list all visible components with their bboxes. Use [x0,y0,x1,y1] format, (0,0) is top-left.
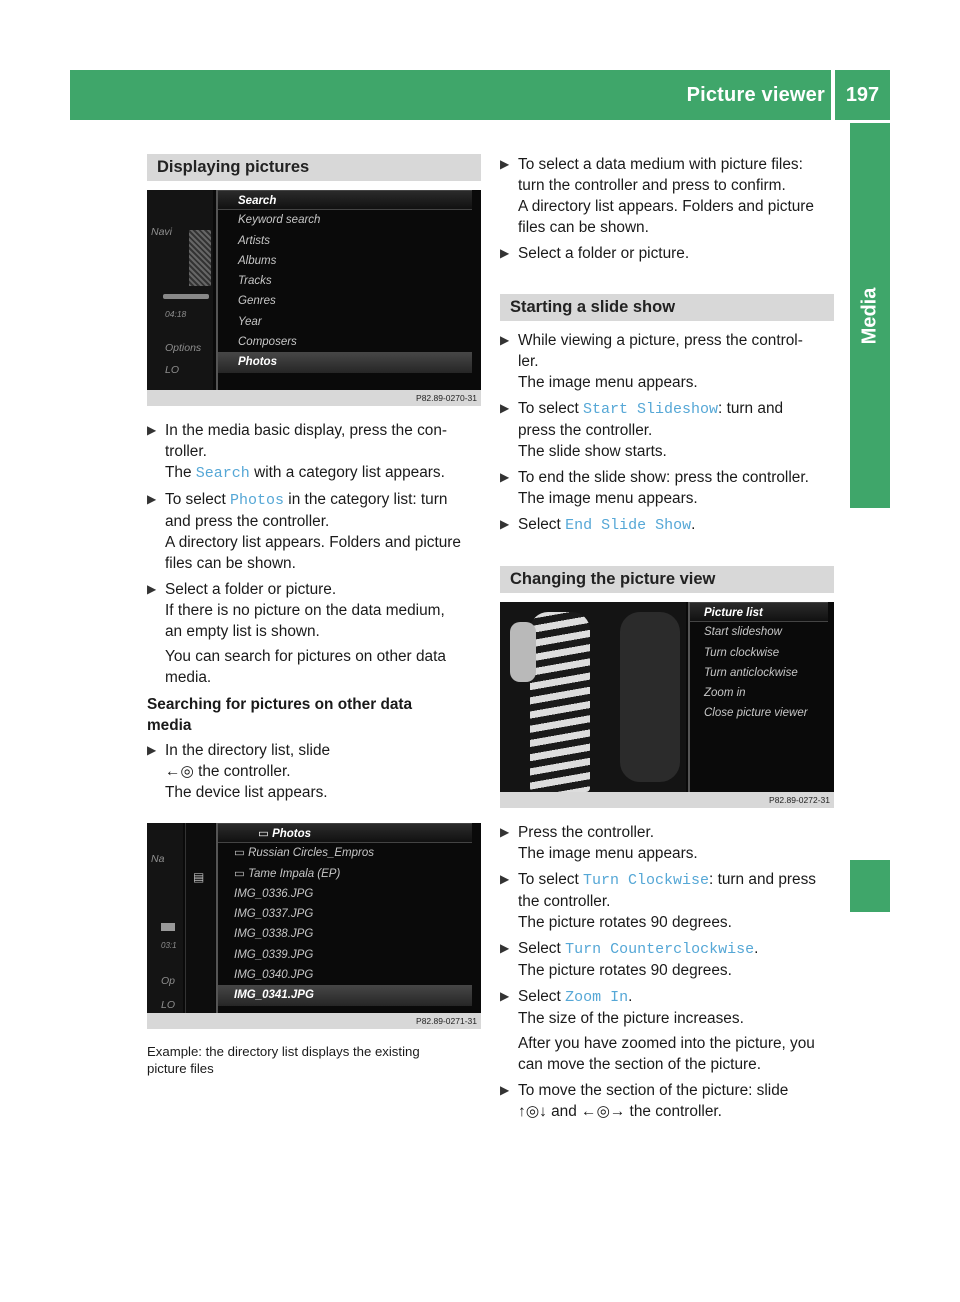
arrow-right-icon: ▶ [500,989,510,1003]
step: ▶ While viewing a picture, press the control- ler. The image menu appears. [500,332,803,391]
page-title: Picture viewer [686,84,825,106]
display-text-end-slide-show: End Slide Show [565,517,692,534]
menu-item-zoom-in[interactable]: Zoom in [704,687,746,700]
step: ▶ Select End Slide Show. [500,516,696,534]
display-text-start-slideshow: Start Slideshow [583,401,719,418]
arrow-right-icon: ▶ [500,941,510,955]
menu-item-folder[interactable]: ▭ Tame Impala (EP) [234,867,341,880]
menu-item-folder[interactable]: ▭ Russian Circles_Empros [234,847,374,860]
menu-item-year[interactable]: Year [238,315,262,328]
subheading-searching-other-media: Searching for pictures on other data media [147,696,413,734]
controller-knob-icon: ←◎ the controller. [165,763,291,780]
step: ▶ To end the slide show: press the controller. The image menu appears. [500,469,809,507]
screen-label-lo: LO [165,364,180,376]
progress-bar [161,923,175,931]
arrow-right-icon: ▶ [500,401,510,415]
section-heading-slide-show: Starting a slide show [500,294,834,321]
menu-item-picture[interactable]: IMG_0336.JPG [234,887,314,900]
menu-item-tracks[interactable]: Tracks [238,275,272,288]
step: ▶ In the media basic display, press the con- troller. The Search with a category list appears. [147,422,448,482]
striped-shirt-shape [530,612,590,792]
screen-code: P82.89-0271-31 [416,1016,477,1026]
device-icon: ▤ [193,870,205,884]
screen-label-options: Op [161,975,176,987]
menu-item-turn-anticlockwise[interactable]: Turn anticlockwise [704,666,798,679]
screen-left-panel [147,190,213,390]
image-menu [688,602,828,792]
menu-item-albums[interactable]: Albums [238,254,277,267]
step: ▶ To select Turn Clockwise: turn and press the controller. The picture rotates 90 degrees. [500,871,816,931]
display-text-zoom-in: Zoom In [565,989,629,1006]
screen-label-lo: LO [161,999,176,1011]
screen-label-navi: Na [151,853,165,865]
folder-icon: ▭ [234,847,249,860]
screen-label-time: 04:18 [165,309,187,319]
screenshot-directory-list [147,823,481,1029]
display-text-photos: Photos [230,492,285,509]
arm-shape [510,622,536,682]
menu-item-close-picture-viewer[interactable]: Close picture viewer [704,707,808,720]
menu-item-start-slideshow[interactable]: Start slideshow [704,626,782,639]
menu-item-picture[interactable]: IMG_0337.JPG [234,908,314,921]
step: ▶ Select a folder or picture. If there is no picture on the data medium, an empty list is shown. You can search for pictures on other data media. [147,581,446,686]
screen-code: P82.89-0270-31 [416,393,477,403]
arrow-right-icon: ▶ [147,743,157,757]
screen-label-options: Options [165,342,202,354]
screen-left-panel [147,823,183,1013]
menu-item-photos-folder[interactable]: ▭ Photos [218,823,472,843]
screen-code-bar [147,390,481,406]
step: ▶ Select Turn Counterclockwise. The picture rotates 90 degrees. [500,940,759,979]
screen-code-bar [500,792,834,808]
display-text-search: Search [195,465,250,482]
arrow-right-icon: ▶ [500,246,510,260]
arrow-right-icon: ▶ [500,825,510,839]
category-menu [216,190,472,390]
step: ▶ Select Zoom In. The size of the picture increases. After you have zoomed into the picture, you can move the section of the picture. [500,988,815,1073]
menu-item-picture[interactable]: IMG_0339.JPG [234,948,314,961]
menu-item-picture[interactable]: IMG_0338.JPG [234,928,314,941]
arrow-right-icon: ▶ [147,423,157,437]
right-column [500,154,834,1127]
menu-item-picture[interactable]: IMG_0340.JPG [234,969,314,982]
step: ▶ Press the controller. The image menu appears. [500,824,698,862]
menu-item-picture-list[interactable]: Picture list [690,602,828,622]
step: ▶ To move the section of the picture: slide ↑◎↓ and ←◎→ the controller. [500,1080,834,1122]
album-art-image [189,230,211,286]
display-text-turn-counterclockwise: Turn Counterclockwise [565,941,755,958]
screen-code: P82.89-0272-31 [769,795,830,805]
section-heading-picture-view: Changing the picture view [500,566,834,593]
menu-item-keyword-search[interactable]: Keyword search [238,214,321,227]
display-text-turn-clockwise: Turn Clockwise [583,872,710,889]
step: ▶ In the directory list, slide ←◎ the controller. The device list appears. [147,740,481,803]
menu-item-picture-selected[interactable]: IMG_0341.JPG [218,985,472,1005]
menu-item-photos[interactable]: Photos [218,352,472,372]
screenshot-media-categories [147,190,481,406]
side-tab-label: Media [858,287,881,344]
step: ▶ To select a data medium with picture files: turn the controller and press to confirm. A directory list appears. Folders and picture files can be shown. [500,156,814,236]
screen-label-navi: Navi [151,226,173,238]
folder-icon: ▭ [258,828,273,840]
menu-item-artists[interactable]: Artists [238,234,270,247]
arrow-right-icon: ▶ [147,582,157,596]
arrow-right-icon: ▶ [500,333,510,347]
arrow-right-icon: ▶ [147,492,157,506]
arrow-right-icon: ▶ [500,1083,510,1097]
left-column [147,154,481,1077]
folder-icon: ▭ [234,867,249,880]
arrow-right-icon: ▶ [500,517,510,531]
menu-item-genres[interactable]: Genres [238,295,276,308]
screen-label-time: 03:1 [161,941,177,950]
side-tab-marker [850,860,890,912]
picture-image [500,602,686,792]
menu-item-composers[interactable]: Composers [238,336,297,349]
figure-shape [620,612,680,782]
step: ▶ Select a folder or picture. [500,245,690,262]
arrow-right-icon: ▶ [500,872,510,886]
menu-item-turn-clockwise[interactable]: Turn clockwise [704,646,780,659]
screen-code-bar [147,1013,481,1029]
step: ▶ To select Start Slideshow: turn and press the controller. The slide show starts. [500,400,784,460]
step: ▶ To select Photos in the category list: turn and press the controller. A directory list appears. Folders and picture files can be shown. [147,491,461,572]
figure-caption: Example: the directory list displays the existing picture files [147,1044,420,1076]
arrow-right-icon: ▶ [500,157,510,171]
device-column [185,823,215,1013]
controller-knob-icon: ↑◎↓ and ←◎→ the controller. [518,1103,722,1120]
directory-menu [216,823,472,1013]
section-heading-displaying-pictures: Displaying pictures [147,154,481,181]
screenshot-image-menu [500,602,834,808]
page-number: 197 [845,84,880,106]
arrow-right-icon: ▶ [500,470,510,484]
menu-item-search[interactable]: Search [218,190,472,210]
progress-bar [163,294,209,299]
